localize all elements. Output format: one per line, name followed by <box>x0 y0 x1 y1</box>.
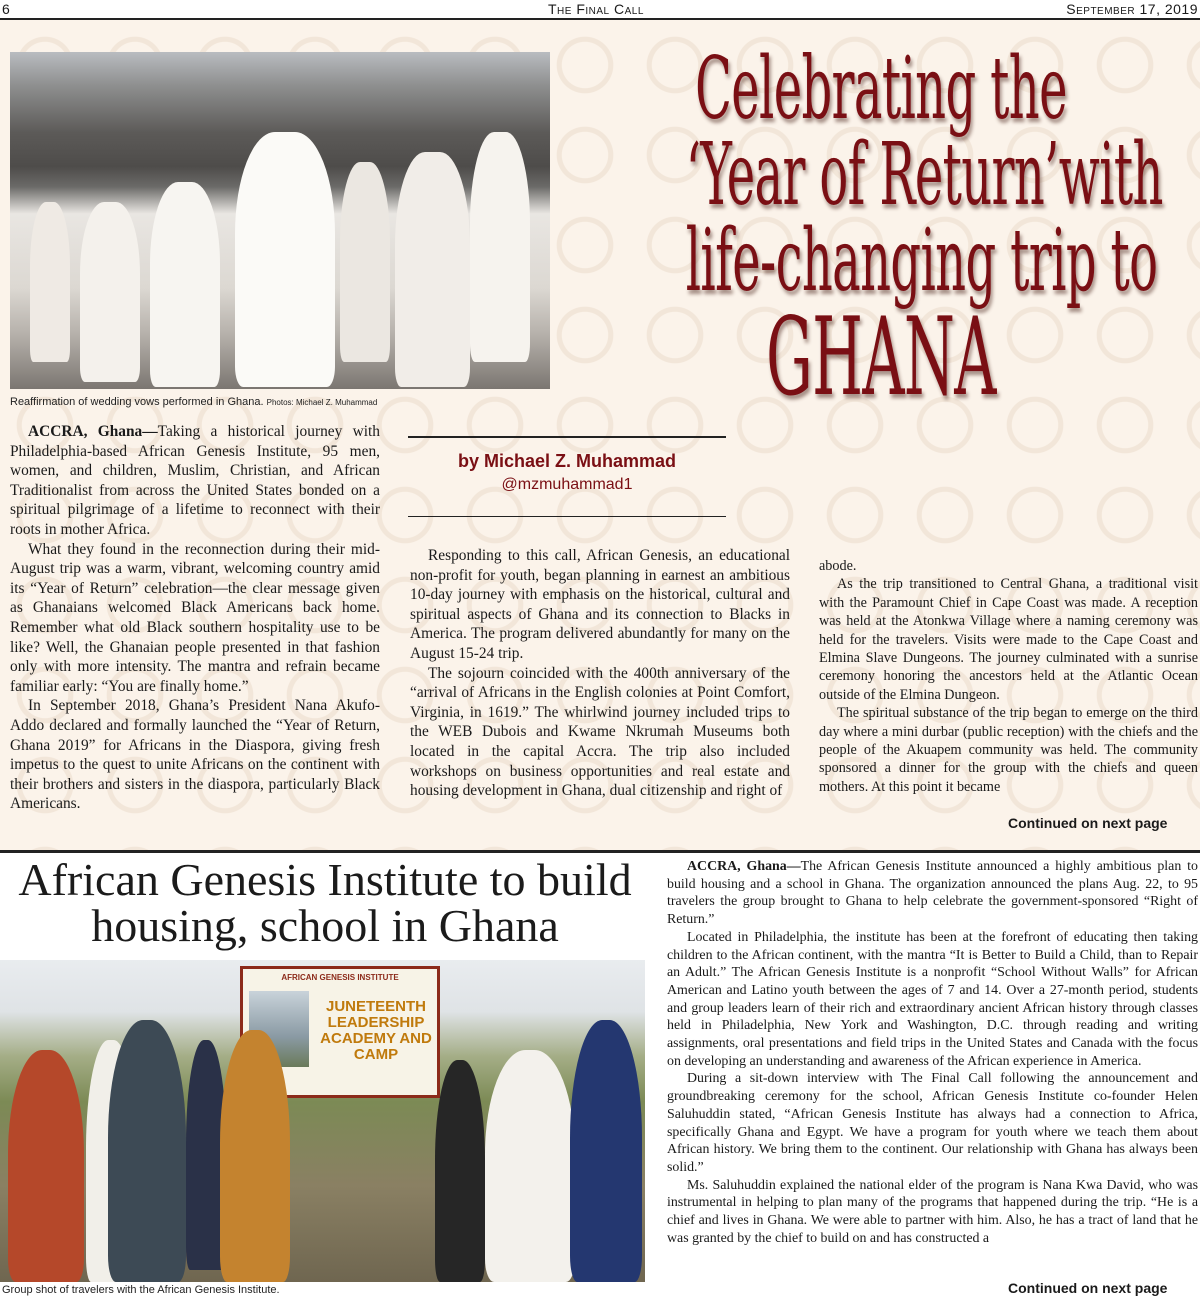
byline <box>408 436 726 517</box>
paragraph: The spiritual substance of the trip began to emerge on the third day where a mini durbar (public reception) with the chiefs and the people of the Akuapem community was held. The community sponsored a dinner for the group with the chiefs and queen mothers. At this point it became <box>819 705 1198 795</box>
publication-name: The Final Call <box>548 1 644 17</box>
byline-handle: @mzmuhammad1 <box>501 476 633 493</box>
dateline: ACCRA, Ghana— <box>687 859 801 874</box>
group-photo <box>0 960 645 1282</box>
issue-date: September 17, 2019 <box>1066 1 1198 17</box>
second-headline: African Genesis Institute to build housing, school in Ghana <box>18 854 632 951</box>
group-photo-caption: Group shot of travelers with the African Genesis Institute. <box>2 1284 280 1296</box>
dateline: ACCRA, Ghana— <box>28 423 158 440</box>
main-headline <box>566 39 1196 420</box>
continued-link-top[interactable]: Continued on next page <box>1008 815 1168 831</box>
page-header <box>0 0 1200 20</box>
paragraph: abode. <box>819 558 857 574</box>
paragraph: What they found in the reconnection during their mid-August trip was a warm, vibrant, welcoming country amid its “Year of Return” celebration—the clear message given as Ghanaians welcomed Black Americans back home. Remember what old Black southern hospitality use to be like? Well, the Ghanaian people presented in that fashion only with more intensity. The mantra and refrain became familiar early: “You are finally home.” <box>10 540 380 695</box>
second-story-text: ACCRA, Ghana—The African Genesis Institute announced a highly ambitious plan to build housing and a school in Ghana. The organization announced the plans Aug. 22, to 95 travelers the group brought to Ghana to help celebrate the government-sponsored “Right of Return.” Located in Philadelphia, the institute has been at the forefront of educating then taking children to the African continent, with the mantra “It is Better to Build a Child, than to Repair an Adult.” The African Genesis Institute is a nonprofit “School Without Walls” for African American and Latino youth between the ages of 7 and 14. Over a 27-month period, students and group leaders learn of their rich and extraordinary ancient African history through classes held in Philadelphia, New York and Washington, D.C. through reading and writing assignments, oral presentations and field trips in the United States and Canada with the focus on developing an understanding and awareness of the African experience in America. During a sit-down interview with The Final Call following the announcement and groundbreaking ceremony for the school, African Genesis Institute co-founder Helen Saluhuddin stated, “African Genesis Institute has always had a connection to Africa, specifically Ghana and Egypt. We have a program for youth where we teach them about African history. We bring them to the continent. Our relationship with Ghana has always been solid.” Ms. Saluhuddin explained the national elder of the program is Nana Kwa David, who was instrumental in helping to plan many of the programs that happened during the trip. “He is a chief and lives in Ghana. We were able to partner with him. Also, he has a tract of land that he was granted by the chief to build on and has constructed a <box>667 859 1198 1246</box>
juneteenth-sign: AFRICAN GENESIS INSTITUTE JUNETEENTH LEADERSHIP ACADEMY AND CAMP <box>240 966 440 1098</box>
article-column-2 <box>410 546 790 801</box>
article-column-3 <box>819 557 1198 796</box>
article-column-1: ACCRA, Ghana—Taking a historical journey with Philadelphia-based African Genesis Institute, 95 men, women, and children, Muslim, Christian, and African Traditionalist from across the United States bonded on a spiritual pilgrimage of a lifetime to reconnect with their roots in mother Africa. What they found in the reconnection during their mid-August trip was a warm, vibrant, welcoming country amid its “Year of Return” celebration—the clear message given as Ghanaians welcomed Black Americans back home. Remember what old Black southern hospitality use to be like? Well, the Ghanaian people presented in that fashion only with more intensity. The mantra and refrain became familiar early: “You are finally home.” In September 2018, Ghana’s President Nana Akufo-Addo declared and formally launched the “Year of Return, Ghana 2019” for Africans in the Diaspora, giving fresh impetus to the quest to unite Africans on the continent with their brothers and sisters in the diaspora, particularly Black Americans. <box>10 423 381 813</box>
paragraph: The sojourn coincided with the 400th anniversary of the “arrival of Africans in the English colonies at Point Comfort, Virginia, in 1619.” The whirlwind journey included trips to the WEB Dubois and Kwame Nkrumah Museums both located in the capital Accra. The trip also included workshops on business opportunities and real estate and housing development in Ghana, dual citizenship and right of <box>410 664 790 800</box>
headline-line-2: ‘Year of Return’with <box>685 125 1163 225</box>
headline-line-1: Celebrating the <box>695 39 1067 139</box>
page-number: 6 <box>2 1 10 17</box>
top-photo-caption: Reaffirmation of wedding vows performed in Ghana. Photos: Michael Z. Muhammad <box>10 396 378 408</box>
photo-credit: Photos: Michael Z. Muhammad <box>266 398 378 407</box>
byline-name: by Michael Z. Muhammad <box>457 451 677 471</box>
headline-line-4: GHANA <box>766 295 996 420</box>
paragraph: In September 2018, Ghana’s President Nana Akufo-Addo declared and formally launched the “Year of Return, Ghana 2019” for Africans in the Diaspora, giving fresh impetus to the quest to unite Africans on the continent with their brothers and sisters in the diaspora, particularly Black Americans. <box>10 697 380 813</box>
continued-link-bottom[interactable]: Continued on next page <box>1008 1280 1168 1296</box>
headline-line-3: life-changing trip to <box>685 211 1158 311</box>
paragraph: Ms. Saluhuddin explained the national elder of the program is Nana Kwa David, who was instrumental in helping to plan many of the programs that happened during the trip. “He is a chief and lives in Ghana. We were able to partner with him. Also, he has a tract of land that he was granted by the chief to build on and has constructed a <box>667 1177 1198 1246</box>
section-divider <box>0 850 1200 853</box>
paragraph: Located in Philadelphia, the institute has been at the forefront of educating then taking children to the African continent, with the mantra “It is Better to Build a Child, than to Repair an Adult.” The African Genesis Institute is a nonprofit “School Without Walls” for African American and Latino youth between the ages of 7 and 14. Over a 27-month period, students and group leaders learn of their rich and extraordinary ancient African history through classes held in Philadelphia, New York and Washington, D.C. through reading and writing assignments, oral presentations and field trips in the United States and Canada with the focus on developing an understanding and awareness of the African experience in America. <box>667 929 1198 1069</box>
wedding-vows-photo <box>10 52 550 389</box>
paragraph: During a sit-down interview with The Final Call following the announcement and groundbreaking ceremony for the school, African Genesis Institute co-founder Helen Saluhuddin stated, “African Genesis Institute has always had a connection to Africa, specifically Ghana and Egypt. We have a program for youth where we teach them about African history. We bring them to the continent. Our relationship with Ghana has always been solid.” <box>667 1071 1198 1175</box>
paragraph: As the trip transitioned to Central Ghana, a traditional visit with the Paramount Chief in Cape Coast was made. A reception was held at the Atonkwa Village where a naming ceremony was held for the travelers. Visits were made to the Cape Coast and Elmina Slave Dungeons. The journey culminated with a sunrise ceremony honoring the ancestors held at the Atlantic Ocean outside of the Elmina Dungeon. <box>819 576 1198 703</box>
paragraph: Responding to this call, African Genesis, an educational non-profit for youth, began planning in earnest an ambitious 10-day journey with emphasis on the historical, cultural and spiritual aspects of Ghana and its connection to Blacks in America. The program delivered abundantly for many on the August 15-24 trip. <box>410 547 790 662</box>
